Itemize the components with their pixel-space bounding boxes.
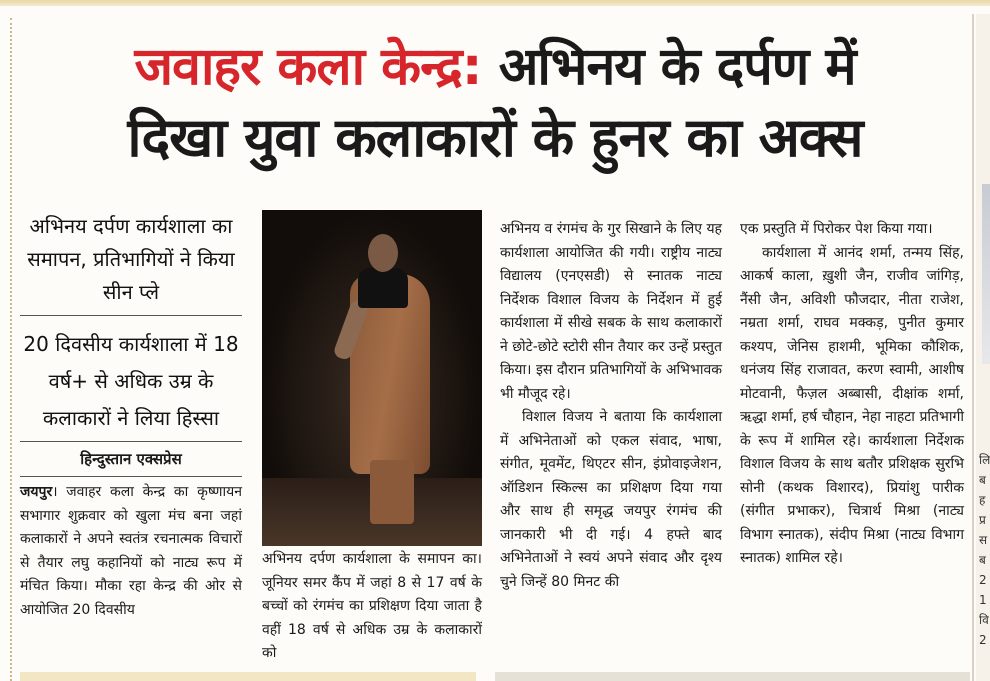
adjacent-char: लि bbox=[979, 453, 990, 467]
left-page-edge bbox=[0, 18, 12, 681]
article-col2-text: अभिनय दर्पण कार्यशाला के समापन का। जूनियर समर कैंप में जहां 8 से 17 वर्ष के बच्चों को रंगमंच का प्रशिक्षण दिया जाता है वहीं 18 वर्ष से अधिक उम्र के कलाकारों को bbox=[262, 551, 482, 661]
adjacent-char: ह bbox=[979, 493, 986, 507]
stage-performer-photo bbox=[262, 210, 482, 546]
headline-red-part: जवाहर कला केन्द्र: bbox=[134, 37, 482, 97]
deck-primary: अभिनय दर्पण कार्यशाला का समापन, प्रतिभागियों ने किया सीन प्ले bbox=[20, 210, 242, 316]
adjacent-char: ब bbox=[979, 473, 986, 487]
adjacent-char: 2 bbox=[979, 633, 987, 647]
adjacent-char: वि bbox=[979, 613, 989, 627]
headline-line-1 bbox=[20, 32, 970, 102]
adjacent-photo bbox=[982, 184, 990, 364]
adjacent-char: स bbox=[979, 533, 988, 547]
article-col4-para1: एक प्रस्तुति में पिरोकर पेश किया गया। bbox=[740, 221, 933, 237]
article-column-1 bbox=[20, 481, 242, 622]
deck-secondary: 20 दिवसीय कार्यशाला में 18 वर्ष+ से अधिक उम्र के कलाकारों ने लिया हिस्सा bbox=[20, 326, 242, 442]
headline bbox=[20, 32, 970, 174]
article-column-2 bbox=[262, 548, 482, 666]
adjacent-char: ब bbox=[979, 553, 986, 567]
page-fold bbox=[972, 14, 974, 681]
performer-legs bbox=[370, 460, 414, 524]
article-col4-para2: कार्यशाला में आनंद शर्मा, तन्मय सिंह, आकर्ष काला, ख़ुशी जैन, राजीव जांगिड़, नैंसी जैन, अविशी फौजदार, नीता राजेश, नम्रता शर्मा, राघव मक्कड़, पुनीत कुमार कश्यप, जेनिस हाशमी, भूमिका कौशिक, धनंजय सिंह राजावत, करण स्वामी, आशीष मोटवानी, फैज़ल अब्बासी, दीक्षांक शर्मा, ऋद्धा शर्मा, हर्ष चौहान, नेहा नाहटा प्रतिभागी के रूप में शामिल रहे। कार्यशाला निर्देशक विशाल विजय के साथ बतौर प्रशिक्षक सुरभि सोनी (कथक विशारद), प्रियांशु पारीक (संगीत प्रभाकर), चित्रार्थ मिश्रा (नाट्य विभाग स्नातक), संदीप मिश्रा (नाट्य विभाग स्नातक) शामिल रहे। bbox=[740, 244, 964, 566]
headline-black-part: अभिनय के दर्पण में bbox=[498, 37, 856, 97]
page-bottom-strip bbox=[20, 672, 970, 681]
adjacent-char: 1 bbox=[979, 593, 987, 607]
performer-shirt bbox=[358, 268, 408, 308]
adjacent-page-strip bbox=[976, 14, 990, 681]
adjacent-char: 2 bbox=[979, 573, 987, 587]
left-column bbox=[20, 210, 242, 622]
headline-line-2: दिखा युवा कलाकारों के हुनर का अक्स bbox=[127, 106, 863, 169]
article-column-3 bbox=[500, 218, 722, 594]
dateline: जयपुर bbox=[20, 484, 53, 500]
article-col1-text: । जवाहर कला केन्द्र का कृष्णायन सभागार शुक्रवार को खुला मंच बना जहां कलाकारों ने अपने स्वतंत्र रचनात्मक विचारों से तैयार लघु कहानियों को नाट्य रूप में मंचित किया। मौका रहा केन्द्र की ओर से आयोजित 20 दिवसीय bbox=[20, 484, 242, 618]
article-col3-para1: अभिनय व रंगमंच के गुर सिखाने के लिए यह कार्यशाला आयोजित की गयी। राष्ट्रीय नाट्य विद्यालय (एनएसडी) से स्नातक नाट्य निर्देशक विशाल विजय के निर्देशन में हुई कार्यशाला में सीखे सबक के साथ कलाकारों ने छोटे-छोटे स्टोरी सीन तैयार कर उन्हें प्रस्तुत किया। इस दौरान प्रतिभागियों के अभिभावक भी मौजूद रहे। bbox=[500, 221, 722, 402]
article-col3-para2: विशाल विजय ने बताया कि कार्यशाला में अभिनेताओं को एकल संवाद, भाषा, संगीत, मूवमेंट, थिएटर सीन, इंप्रोवाइजेशन, ऑडिशन स्किल्स का प्रशिक्षण दिया गया और साथ ही समृद्ध जयपुर रंगमंच की जानकारी भी दी गई। 4 हफ्ते बाद अभिनेताओं ने स्वयं अपने संवाद और दृश्य चुने जिन्हें 80 मिनट की bbox=[500, 409, 722, 590]
byline: हिन्दुस्तान एक्सप्रेस bbox=[20, 442, 242, 477]
adjacent-text bbox=[979, 450, 990, 650]
adjacent-char: प्र bbox=[979, 513, 986, 527]
performer-head bbox=[368, 234, 398, 272]
page-top-border bbox=[0, 0, 990, 6]
article-column-4 bbox=[740, 218, 964, 571]
